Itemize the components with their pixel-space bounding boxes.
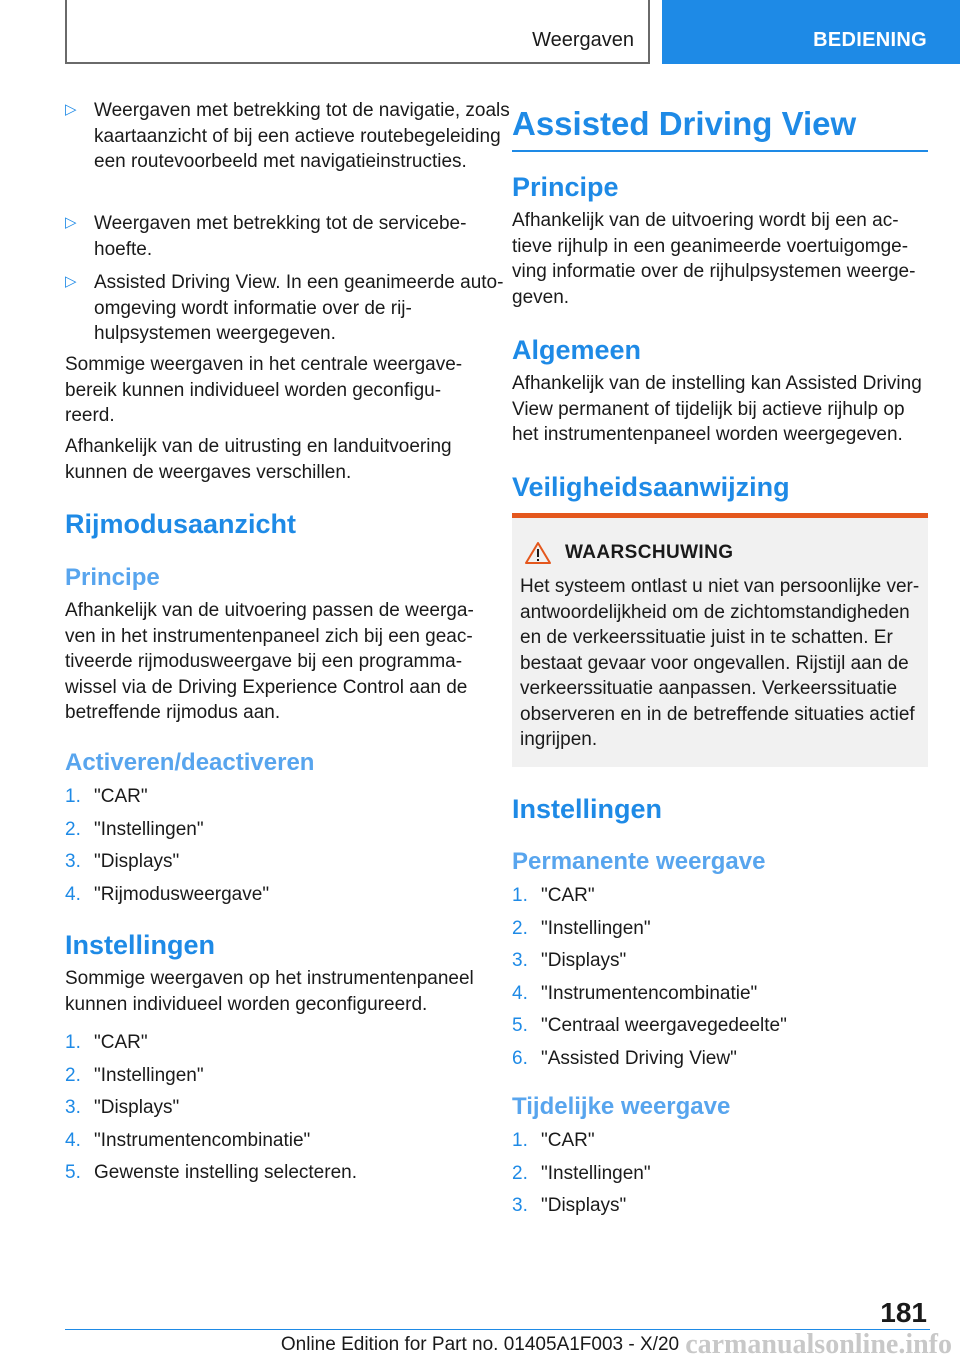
running-header	[65, 0, 650, 64]
heading-principe: Principe	[65, 564, 160, 591]
warning-triangle-icon	[524, 541, 552, 565]
bullet-item: ▷ Weergaven met betrekking tot de navigatie, zoals kaartaanzicht of bij een actieve routebegeleiding een routevoorbeeld met navigatieinstructies.	[65, 100, 510, 172]
list-item: 5. Gewenste instelling selecteren.	[65, 1162, 357, 1183]
heading-veiligheidsaanwijzing: Veiligheidsaanwijzing	[512, 472, 790, 502]
list-item: 2. "Instellingen"	[512, 1162, 651, 1184]
title-rule	[512, 150, 928, 152]
bullet-item: ▷ Weergaven met betrekking tot de servicebehoefte.	[65, 213, 467, 260]
paragraph: Sommige weergaven in het centrale weergavebereik kunnen individueel worden geconfigureerd.	[65, 354, 463, 426]
heading-principe: Principe	[512, 172, 619, 202]
list-item: 4. "Rijmodusweergave"	[65, 883, 270, 905]
heading-instellingen: Instellingen	[512, 794, 663, 824]
page-title: Assisted Driving View	[512, 105, 857, 142]
paragraph: Afhankelijk van de uitvoering passen de weergaven in het instrumentenpaneel zich bij een geactiveerde rijmodusweergave bij een programmawissel via de Driving Experience Control aan de betreffende rijmodus aan.	[65, 600, 474, 723]
heading-permanente-weergave: Permanente weergave	[512, 848, 766, 875]
list-item: 1. "CAR"	[512, 1130, 595, 1151]
heading-instellingen: Instellingen	[65, 930, 216, 960]
warning-title: WAARSCHUWING	[565, 542, 734, 563]
triangle-bullet-icon: ▷	[65, 214, 77, 231]
list-item: 3. "Displays"	[65, 1097, 180, 1118]
list-item: 2. "Instellingen"	[65, 1064, 204, 1086]
footer-edition: Online Edition for Part no. 01405A1F003 - X/20	[280, 1334, 680, 1355]
list-item: 2. "Instellingen"	[512, 917, 651, 939]
triangle-bullet-icon: ▷	[65, 101, 77, 118]
chapter-tab	[662, 0, 960, 64]
triangle-bullet-icon: ▷	[65, 273, 77, 290]
section-title: Weergaven	[532, 29, 634, 51]
paragraph: Afhankelijk van de instelling kan Assisted Driving View permanent of tijdelijk bij actieve rijhulp op het instrumentenpaneel worden weergegeven.	[512, 373, 922, 445]
heading-activeren: Activeren/deactiveren	[65, 749, 315, 776]
paragraph: Afhankelijk van de uitrusting en landuitvoering kunnen de weergaves verschillen.	[65, 436, 452, 483]
list-item: 4. "Instrumentencombinatie"	[65, 1129, 311, 1151]
paragraph: Afhankelijk van de uitvoering wordt bij een actieve rijhulp in een geanimeerde voertuigomgeving informatie over de rijhulpsystemen weergegeven.	[512, 210, 916, 308]
list-item: 4. "Instrumentencombinatie"	[512, 982, 758, 1004]
list-item: 6. "Assisted Driving View"	[512, 1047, 737, 1069]
list-item: 3. "Displays"	[512, 950, 627, 971]
chapter-tab-label: BEDIENING	[813, 29, 927, 51]
bullet-item: ▷ Assisted Driving View. In een geanimeerde auto-omgeving wordt informatie over de rijhulpsystemen weergegeven.	[65, 272, 504, 344]
heading-rijmodusaanzicht: Rijmodusaanzicht	[65, 509, 297, 539]
warning-box	[512, 513, 928, 767]
steps-activeren	[65, 784, 483, 914]
warning-text: Het systeem ontlast u niet van persoonlijke verantwoordelijkheid om de zichtomstandigheden en de verkeerssituatie juist in te schatten. Er bestaat gevaar voor ongevallen. Rijstijl aan de verkeerssituatie aanpassen. Verkeerssituatie observeren en in de betreffende situaties actief ingrijpen.	[520, 576, 920, 750]
list-item: 3. "Displays"	[512, 1195, 627, 1216]
list-item: 5. "Centraal weergavegedeelte"	[512, 1015, 787, 1036]
list-item: 1. "CAR"	[65, 786, 148, 807]
watermark: carmanualsonline.info	[685, 1329, 952, 1360]
heading-algemeen: Algemeen	[512, 335, 642, 365]
main-heading-block	[512, 104, 928, 152]
list-item: 1. "CAR"	[512, 885, 595, 906]
list-item: 1. "CAR"	[65, 1032, 148, 1053]
warning-header	[524, 538, 920, 568]
paragraph: Sommige weergaven op het instrumentenpaneel kunnen individueel worden geconfigureerd.	[65, 968, 474, 1015]
steps-instellingen	[65, 1030, 483, 1193]
heading-tijdelijke-weergave: Tijdelijke weergave	[512, 1093, 731, 1120]
list-item: 3. "Displays"	[65, 851, 180, 872]
steps-permanent	[512, 883, 928, 1078]
steps-tijdelijk	[512, 1128, 928, 1226]
page-number: 181	[880, 1297, 927, 1328]
list-item: 2. "Instellingen"	[65, 818, 204, 840]
